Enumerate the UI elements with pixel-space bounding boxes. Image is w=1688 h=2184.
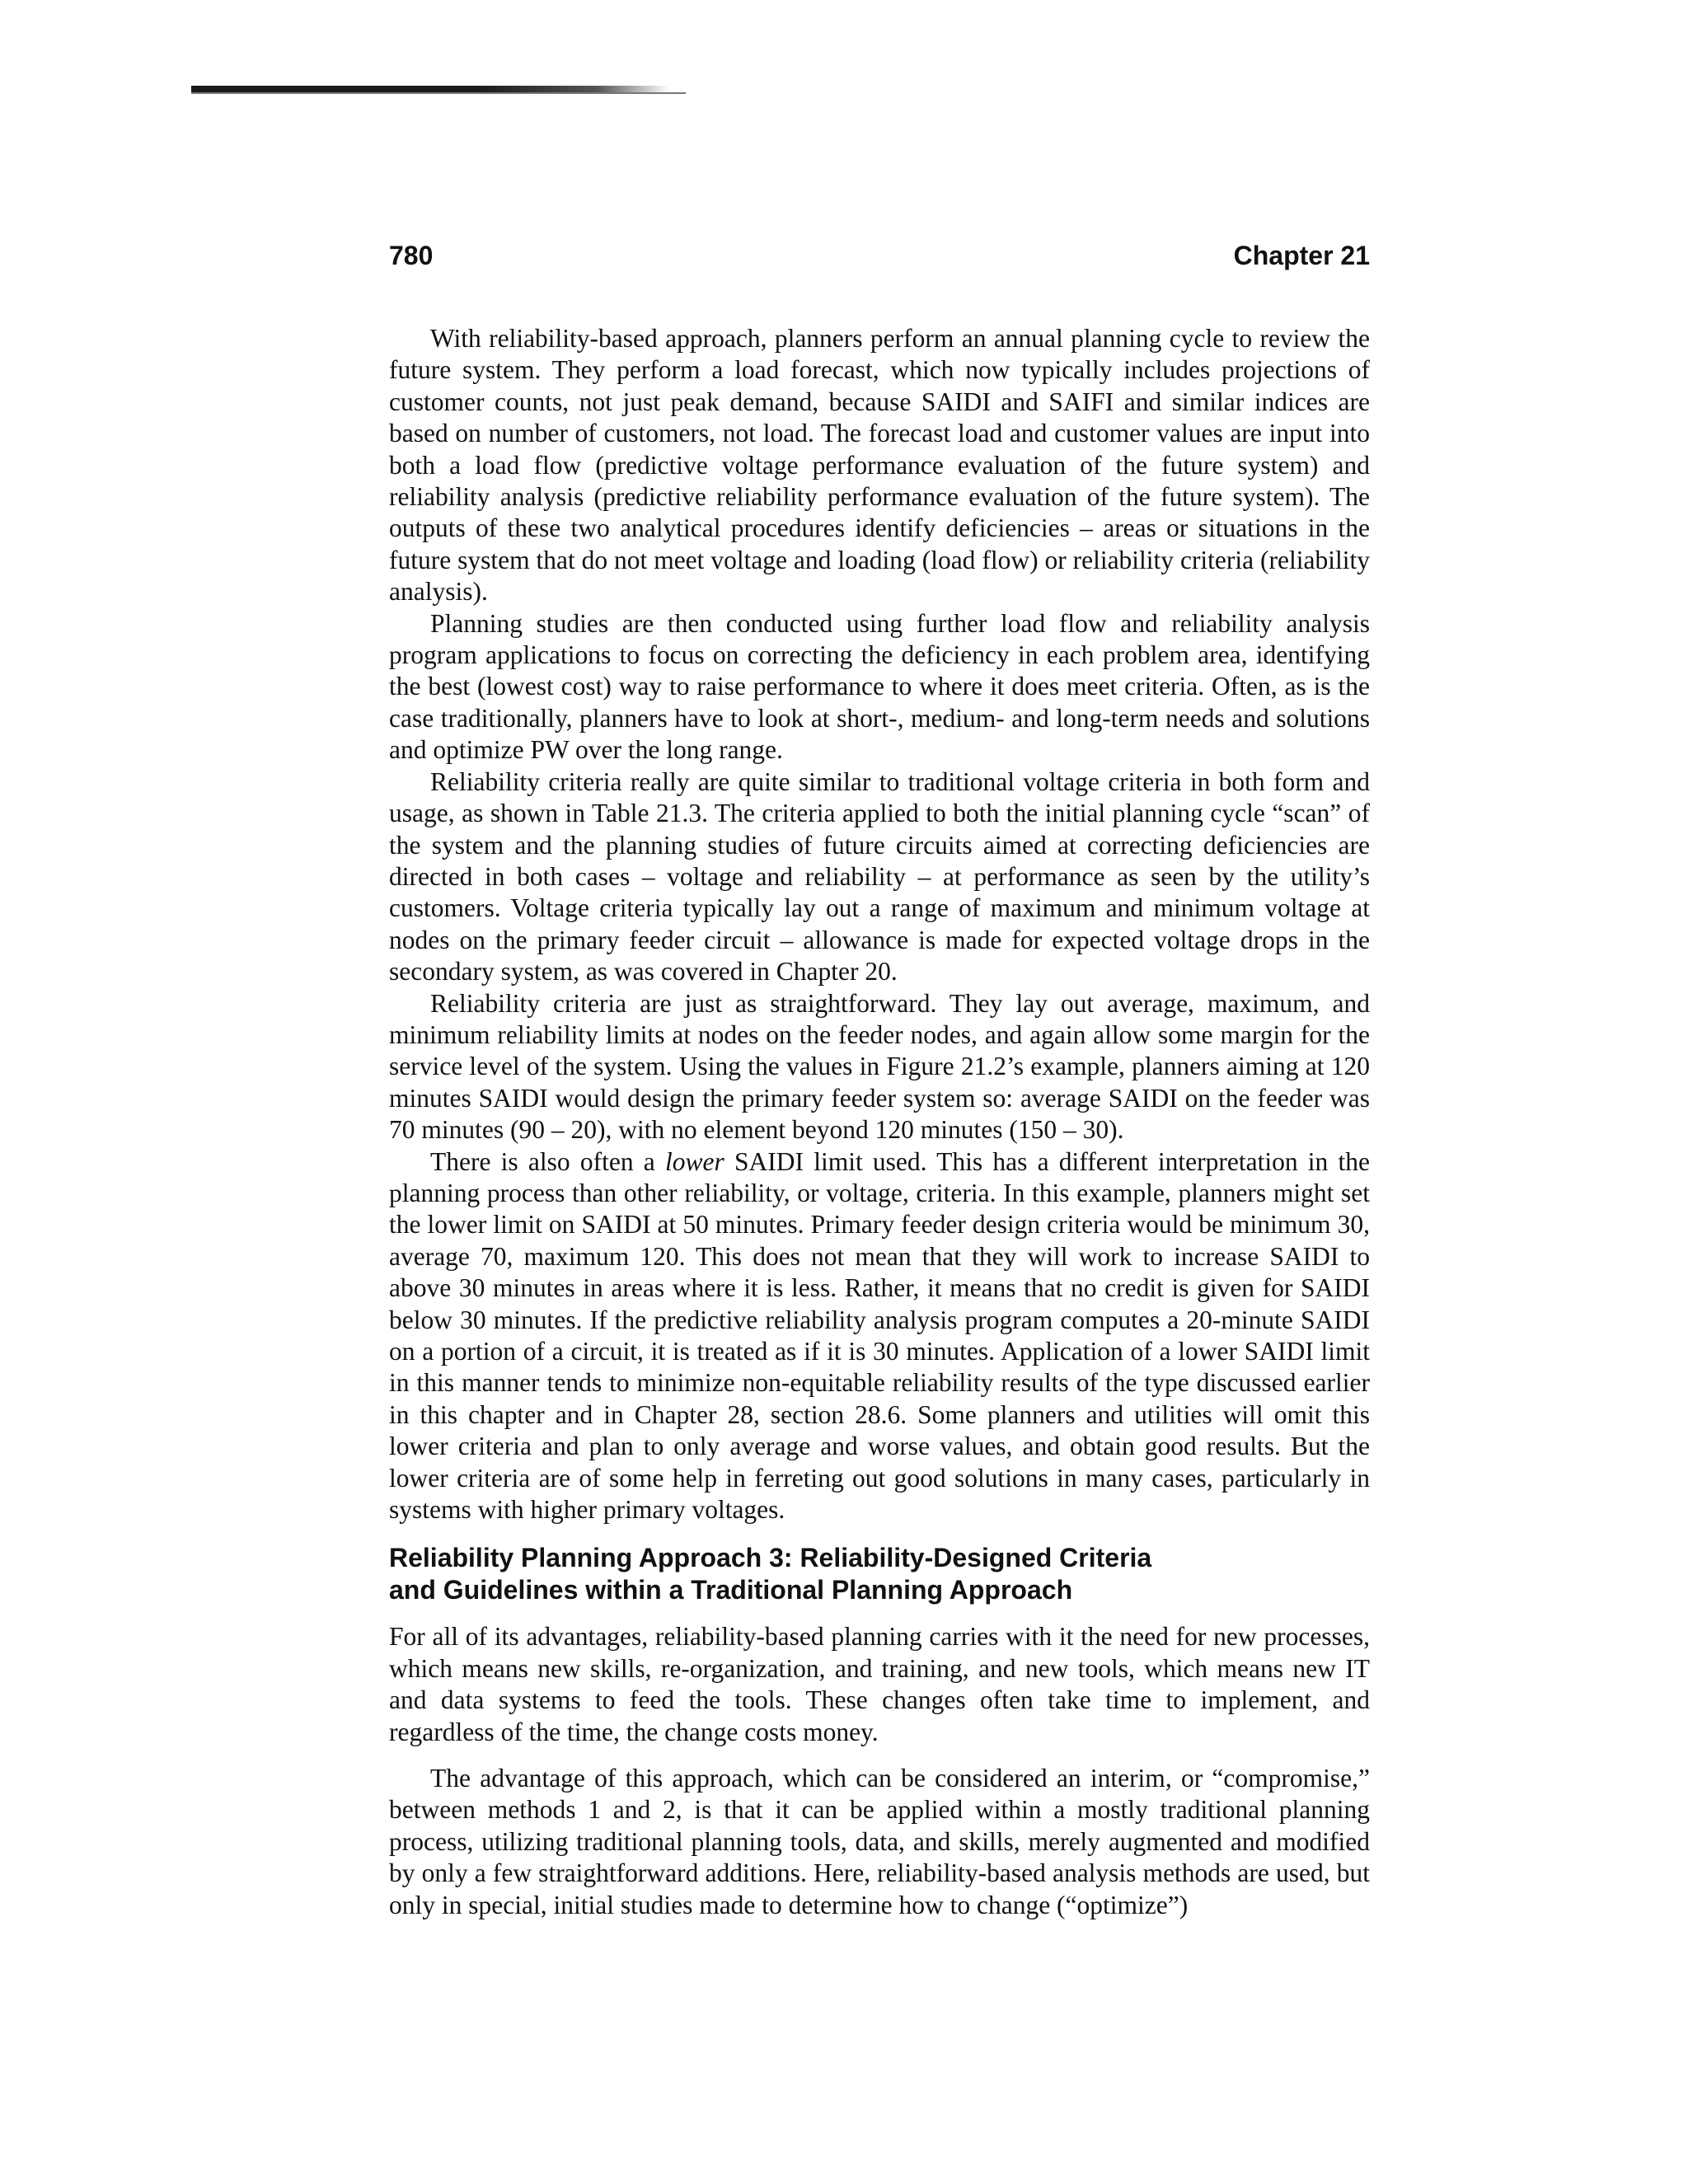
chapter-label: Chapter 21 [1233, 241, 1370, 270]
body-paragraph: With reliability-based approach, planners perform an annual planning cycle to review the future system. They perform a load forecast, which now typically includes projections of customer counts, not just peak demand, because SAIDI and SAIFI and similar indices are based on number of customers, not load. The forecast load and customer values are input into both a load flow (predictive voltage performance evaluation of the future system) and reliability analysis (predictive reliability performance evaluation of the future system). The outputs of these two analytical procedures identify deficiencies – areas or situations in the future system that do not meet voltage and loading (load flow) or reliability criteria (reliability analysis). [389, 324, 1370, 607]
section-heading-line: and Guidelines within a Traditional Planning Approach [389, 1575, 1073, 1605]
body-paragraph [389, 1146, 1370, 1526]
section-heading [389, 1542, 1213, 1606]
text-run: There is also often a [430, 1146, 665, 1176]
top-rule-thin [191, 92, 686, 94]
body-paragraph: Reliability criteria really are quite similar to traditional voltage criteria in both form and usage, as shown in Table 21.3. The criteria applied to both the initial planning cycle “scan” of the system and the planning studies of future circuits aimed at correcting deficiencies are directed in both cases – voltage and reliability – at performance as seen by the utility’s customers. Voltage criteria typically lay out a range of maximum and minimum voltage at nodes on the primary feeder circuit – allowance is made for expected voltage drops in the secondary system, as was covered in Chapter 20. [389, 766, 1370, 987]
page-body [389, 323, 1370, 1921]
body-paragraph: For all of its advantages, reliability-based planning carries with it the need for new processes, which means new skills, re-organization, and training, and new tools, which means new IT and data systems to feed the tools. These changes often take time to implement, and regardless of the time, the change costs money. [389, 1622, 1370, 1746]
section-heading-line: Reliability Planning Approach 3: Reliability-Designed Criteria [389, 1543, 1152, 1573]
emphasis-text: lower [665, 1146, 724, 1176]
paragraph-spacer [389, 1748, 1370, 1763]
body-paragraph: Planning studies are then conducted using further load flow and reliability analysis program applications to focus on correcting the deficiency in each problem area, identifying the best (lowest cost) way to raise performance to where it does meet criteria. Often, as is the case traditionally, planners have to look at short-, medium- and long-term needs and solutions and optimize PW over the long range. [389, 608, 1370, 765]
body-paragraph: The advantage of this approach, which can be considered an interim, or “compromise,” between methods 1 and 2, is that it can be applied within a mostly traditional planning process, utilizing traditional planning tools, data, and skills, merely augmented and modified by only a few straightforward additions. Here, reliability-based analysis methods are used, but only in special, initial studies made to determine how to change (“optimize”) [389, 1764, 1370, 1919]
body-paragraph: Reliability criteria are just as straightforward. They lay out average, maximum, and minimum reliability limits at nodes on the feeder nodes, and again allow some margin for the service level of the system. Using the values in Figure 21.2’s example, planners aiming at 120 minutes SAIDI would design the primary feeder system so: average SAIDI on the feeder was 70 minutes (90 – 20), with no element beyond 120 minutes (150 – 30). [389, 988, 1370, 1145]
page-number: 780 [389, 241, 434, 270]
text-run: SAIDI limit used. This has a different interpretation in the planning process than other reliability, or voltage, criteria. In this example, planners might set the lower limit on SAIDI at 50 minutes. Primary feeder design criteria would be minimum 30, average 70, maximum 120. This does not mean that they will work to increase SAIDI to above 30 minutes in areas where it is less. Rather, it means that no credit is given for SAIDI below 30 minutes. If the predictive reliability analysis program computes a 20-minute SAIDI on a portion of a circuit, it is treated as if it is 30 minutes. Application of a lower SAIDI limit in this manner tends to minimize non-equitable reliability results of the type discussed earlier in this chapter and in Chapter 28, section 28.6. Some planners and utilities will omit this lower criteria and plan to only average and worse values, and obtain good results. But the lower criteria are of some help in ferreting out good solutions in many cases, particularly in systems with higher primary voltages. [389, 1146, 1370, 1525]
